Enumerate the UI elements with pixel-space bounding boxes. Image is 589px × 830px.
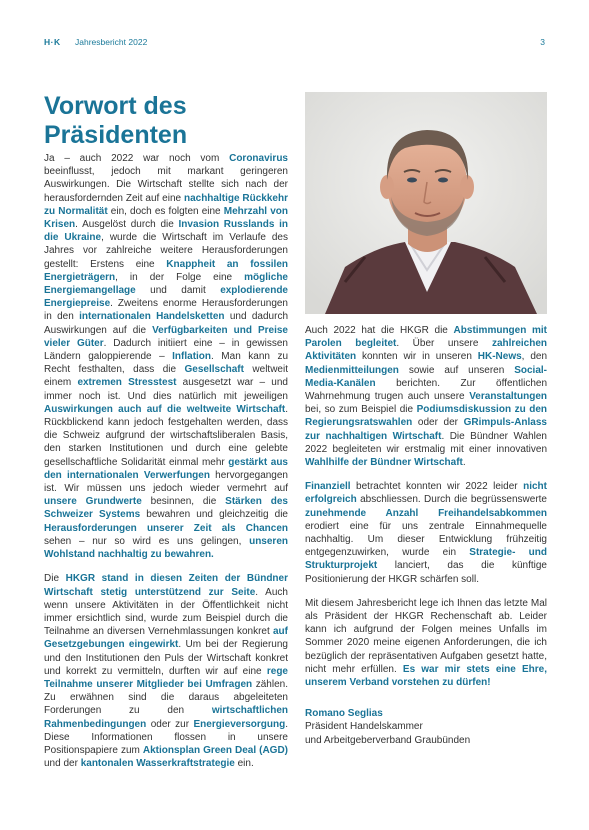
highlight-text: mögliche Energiemangellage xyxy=(44,271,288,297)
body-text: . Zweitens enorme Herausforderungen in den xyxy=(44,298,288,323)
body-text: ein, doch es folgten eine xyxy=(107,205,224,217)
body-text: oder der xyxy=(412,417,464,429)
highlight-text: Aktionsplan Green Deal (AGD) xyxy=(142,744,288,756)
highlight-text: zunehmende Anzahl Freihandelsabkommen xyxy=(305,507,547,519)
highlight-text: nicht erfolgreich xyxy=(305,481,547,506)
body-text: . xyxy=(462,457,466,469)
highlight-text: auf Gesetzgebungen eingewirkt xyxy=(44,626,288,651)
body-text: sowie auf unseren xyxy=(398,364,515,376)
highlight-text: Stärken des Schweizer Systems xyxy=(44,496,288,521)
paragraph xyxy=(305,324,547,469)
right-column xyxy=(305,324,547,747)
body-text: . Die Bündner Wahlen 2022 begleiteten wir erstmalig mit einer innovativen xyxy=(305,430,547,455)
highlight-text: HK-News xyxy=(477,351,522,363)
body-text: zählen. Zu erwähnen sind die daraus abgeleiteten Forderungen zu den xyxy=(44,678,288,717)
body-text: . Um bei der Regierung und den Institutionen den Puls der Wirtschaft konkret und korrekt zu vermitteln, durften wir auf eine xyxy=(44,639,288,677)
body-text: lanciert, das die künftige Positionierung der HKGR schärfen soll. xyxy=(305,560,547,585)
highlight-text: Inflation xyxy=(172,351,212,363)
body-text: Ja – auch 2022 war noch vom xyxy=(44,153,230,164)
highlight-text: gestärkt aus den internationalen Verwerfungen xyxy=(44,456,288,481)
highlight-text: internationalen Handelsketten xyxy=(79,311,225,323)
signature-role-2: und Arbeitgeberverband Graubünden xyxy=(305,734,471,746)
portrait-image xyxy=(305,92,547,314)
body-text: weltweit einem xyxy=(44,364,288,389)
highlight-text: explodierende Energiepreise xyxy=(44,285,288,310)
body-text: beeinflusst, jedoch mit markant geringeren Auswirkungen. Die Wirtschaft stellte sich nach der herausfordernden Zeit auf eine xyxy=(44,166,288,204)
highlight-text: GRimpuls-Anlass zur nachhaltigen Wirtschaft xyxy=(305,417,547,442)
highlight-text: HKGR stand in diesen Zeiten der Bündner Wirtschaft stetig unterstützend zur Seite xyxy=(44,573,288,598)
highlight-text: kantonalen Wasserkraftstrategie xyxy=(80,758,235,770)
body-text: bei, so zum Beispiel die xyxy=(305,404,417,416)
paragraph xyxy=(305,597,547,689)
highlight-text: Finanziell xyxy=(305,481,351,493)
body-text: ausgesetzt war – und immer noch ist. Und dies natürlich mit jeweiligen xyxy=(44,377,288,402)
highlight-text: Gesellschaft xyxy=(184,364,244,376)
body-text: betrachtet konnten wir 2022 leider xyxy=(350,481,524,493)
body-text: berichten. Zur öffentlichen Wahrnehmung trugen auch unsere xyxy=(305,377,547,403)
page-title: Vorwort des Präsidenten xyxy=(44,92,188,149)
body-text: Auch 2022 hat die HKGR die xyxy=(305,325,454,336)
highlight-text: Podiumsdiskussion zu den Regierungsratswahlen xyxy=(305,404,547,429)
highlight-text: rege Teilnahme unserer Mitglieder bei Umfragen xyxy=(44,665,288,690)
highlight-text: Medienmitteilungen xyxy=(305,364,399,376)
body-text: Die xyxy=(44,573,66,585)
highlight-text: Wahlhilfe der Bündner Wirtschaft xyxy=(305,457,463,469)
body-text: oder zur xyxy=(146,718,194,730)
right-paragraphs xyxy=(305,324,547,689)
hk-logo: H·K xyxy=(44,37,61,47)
highlight-text: zahlreichen Aktivitäten xyxy=(305,338,548,363)
body-text: , den xyxy=(521,351,548,363)
highlight-text: nachhaltige Rückkehr zu Normalität xyxy=(44,192,288,217)
body-text: abschliessen. Durch die begrüssenswerte xyxy=(356,494,547,506)
body-text: . Rückblickend kann jedoch festgehalten werden, dass die Schweiz aufgrund der wirtschaftsliberalen Basis, den starken Institutionen und durch eine gelebte gesellschaftliche Solidarität einmal mehr xyxy=(44,403,288,468)
highlight-text: wirtschaftlichen Rahmenbedingungen xyxy=(44,705,288,730)
highlight-text: unsere Grundwerte xyxy=(44,496,142,508)
highlight-text: Herausforderungen unserer Zeit als Chancen xyxy=(44,522,288,534)
body-text: ein. xyxy=(234,758,254,770)
paragraph xyxy=(44,572,288,770)
body-text: , wurde die Wirtschaft im Verlaufe des Jahres vor zahlreiche weitere Herausforderungen gestellt: Erstens eine xyxy=(44,232,288,270)
body-text: konnten wir in unseren xyxy=(356,351,478,363)
body-text: und der xyxy=(44,758,81,770)
highlight-text: Abstimmungen mit Parolen begleitet xyxy=(305,325,547,350)
highlight-text: Invasion Russlands in die Ukraine xyxy=(44,219,288,244)
paragraph xyxy=(44,152,288,561)
highlight-text: Social-Media-Kanälen xyxy=(305,364,547,389)
highlight-text: unseren Wohlstand nachhaltig zu bewahren. xyxy=(44,535,288,561)
body-text: . Ausgelöst durch die xyxy=(75,219,179,231)
body-text: , in der Folge eine xyxy=(115,271,245,283)
signature-role-1: Präsident Handelskammer xyxy=(305,721,423,733)
body-text: und dadurch Auswirkungen auf die xyxy=(44,311,289,336)
page-header xyxy=(44,37,545,51)
highlight-text: Energieversorgung xyxy=(193,718,286,730)
body-text: . Über unsere xyxy=(396,338,492,350)
body-text: hervorgegangen ist. Wir müssen uns jedoch wieder vermehrt auf xyxy=(44,469,288,495)
highlight-text: Strategie- und Strukturprojekt xyxy=(305,547,547,572)
body-text: . Diese Informationen flossen in unsere Positionspapiere zum xyxy=(44,718,288,756)
body-text: bewahren und gleichzeitig die xyxy=(140,509,288,521)
body-text: und damit xyxy=(135,285,221,297)
highlight-text: Es war mir stets eine Ehre, unserem Verband vorstehen zu dürfen! xyxy=(305,663,547,689)
body-text: . Dadurch initiiert eine – in gewissen Ländern galoppierende – xyxy=(44,337,288,363)
highlight-text: Coronavirus xyxy=(229,153,288,164)
highlight-text: extremen Stresstest xyxy=(77,377,177,389)
highlight-text: Verfügbarkeiten und Preise vieler Güter xyxy=(44,324,288,349)
highlight-text: Veranstaltungen xyxy=(469,391,547,403)
body-text: besinnen, die xyxy=(141,496,226,508)
page-number: 3 xyxy=(540,37,545,47)
body-text: . Auch wenn unsere Aktivitäten in der Öffentlichkeit nicht immer ersichtlich sind, wurde zum Beispiel durch die Teilnahme an diversen Vernehmlassungen konkret xyxy=(44,586,288,638)
highlight-text: Auswirkungen auch auf die weltweite Wirtschaft xyxy=(44,403,286,415)
body-text: erodiert eine für uns zentrale Einnahmequelle nachhaltig. Um dieser Entwicklung frühzeitig entgegenzuwirken, wurde ein xyxy=(305,520,547,559)
body-text: . Man kann zu Recht festhalten, dass die xyxy=(44,351,288,376)
signature-block xyxy=(305,707,547,747)
highlight-text: Knappheit an fossilen Energieträgern xyxy=(44,258,288,283)
body-text: Mit diesem Jahresbericht lege ich Ihnen das letzte Mal als Präsident der HKGR Rechenschaft ab. Leider kann ich aufgrund der Folgen meines Unfalls im Sommer 2020 meine eigenen Anforderungen, die ich bezüglich der repräsentativen Aufgaben gesetzt hatte, nicht mehr erfüllen. xyxy=(305,597,547,675)
paragraph xyxy=(305,480,547,586)
left-column xyxy=(44,152,288,781)
report-title: Jahresbericht 2022 xyxy=(75,37,148,47)
highlight-text: Mehrzahl von Krisen xyxy=(44,205,288,231)
president-portrait xyxy=(305,92,547,314)
body-text: sehen – nur so wird es uns gelingen, xyxy=(44,535,250,547)
signature-name: Romano Seglias xyxy=(305,708,383,720)
